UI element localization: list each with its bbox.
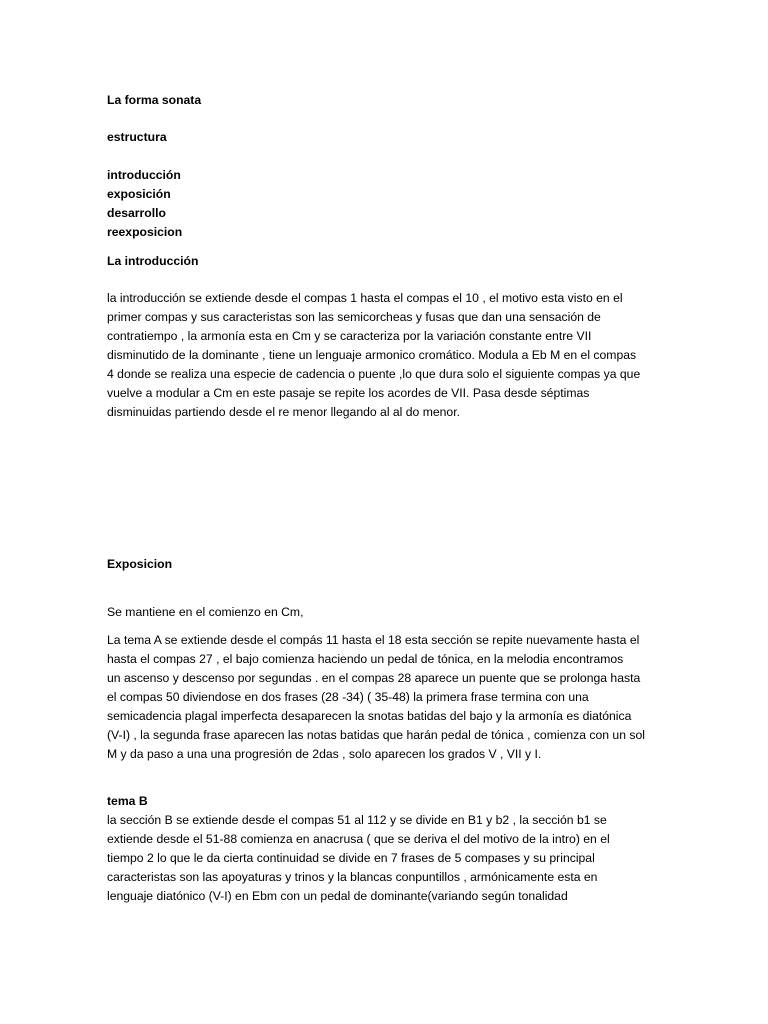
intro-line: primer compas y sus caracteristas son las semicorcheas y fusas que dan una sensación de bbox=[107, 310, 601, 324]
structure-item-introduccion: introducción bbox=[107, 168, 181, 182]
tema-a-line: (V-I) , la segunda frase aparecen las notas batidas que harán pedal de tónica , comienza con un sol bbox=[107, 728, 645, 742]
intro-line: vuelve a modular a Cm en este pasaje se repite los acordes de VII. Pasa desde séptimas bbox=[107, 386, 590, 400]
intro-line: 4 donde se realiza una especie de cadencia o puente ,lo que dura solo el siguiente compas ya que bbox=[107, 367, 641, 381]
tema-a-paragraph bbox=[107, 631, 645, 764]
exposition-heading: Exposicion bbox=[107, 557, 173, 571]
tema-b-line: tiempo 2 lo que le da cierta continuidad se divide en 7 frases de 5 compases y su principal bbox=[107, 851, 595, 865]
structure-item-reexposicion: reexposicion bbox=[107, 225, 183, 239]
tema-a-line: el compas 50 diviendose en dos frases (28 -34) ( 35-48) la primera frase termina con una bbox=[107, 690, 589, 704]
document-title: La forma sonata bbox=[107, 93, 202, 107]
structure-item-desarrollo: desarrollo bbox=[107, 206, 166, 220]
tema-a-line: M y da paso a una una progresión de 2das , solo aparecen los grados V , VII y I. bbox=[107, 747, 542, 761]
tema-a-line: La tema A se extiende desde el compás 11 hasta el 18 esta sección se repite nuevamente hasta el bbox=[107, 633, 640, 647]
tema-a-line: semicadencia plagal imperfecta desaparecen la snotas batidas del bajo y la armonía es diatónica bbox=[107, 709, 632, 723]
intro-line: la introducción se extiende desde el compas 1 hasta el compas el 10 , el motivo esta visto en el bbox=[107, 291, 623, 305]
intro-line: disminuidas partiendo desde el re menor llegando al al do menor. bbox=[107, 405, 460, 419]
tema-b-heading: tema B bbox=[107, 794, 148, 808]
intro-heading: La introducción bbox=[107, 254, 199, 268]
tema-b-line: caracteristas son las apoyaturas y trinos y la blancas conpuntillos , armónicamente esta en bbox=[107, 870, 598, 884]
tema-b-paragraph bbox=[107, 792, 610, 906]
intro-line: disminutido de la dominante , tiene un lenguaje armonico cromático. Modula a Eb M en el compas bbox=[107, 348, 637, 362]
intro-paragraph bbox=[107, 289, 640, 422]
structure-list bbox=[107, 166, 182, 242]
tema-b-line: lenguaje diatónico (V-I) en Ebm con un pedal de dominante(variando según tonalidad bbox=[107, 889, 568, 903]
tema-a-line: un ascenso y descenso por segundas . en el compas 28 aparece un puente que se prolonga hasta bbox=[107, 671, 641, 685]
structure-item-exposicion: exposición bbox=[107, 187, 171, 201]
tema-b-line: la sección B se extiende desde el compas 51 al 112 y se divide en B1 y b2 , la sección b1 se bbox=[107, 813, 607, 827]
structure-label: estructura bbox=[107, 130, 167, 144]
exposition-opening: Se mantiene en el comienzo en Cm, bbox=[107, 605, 304, 619]
tema-a-line: hasta el compas 27 , el bajo comienza haciendo un pedal de tónica, en la melodia encontramos bbox=[107, 652, 624, 666]
intro-line: contratiempo , la armonía esta en Cm y se caracteriza por la variación constante entre VII bbox=[107, 329, 592, 343]
tema-b-line: extiende desde el 51-88 comienza en anacrusa ( que se deriva el del motivo de la intro) en el bbox=[107, 832, 610, 846]
